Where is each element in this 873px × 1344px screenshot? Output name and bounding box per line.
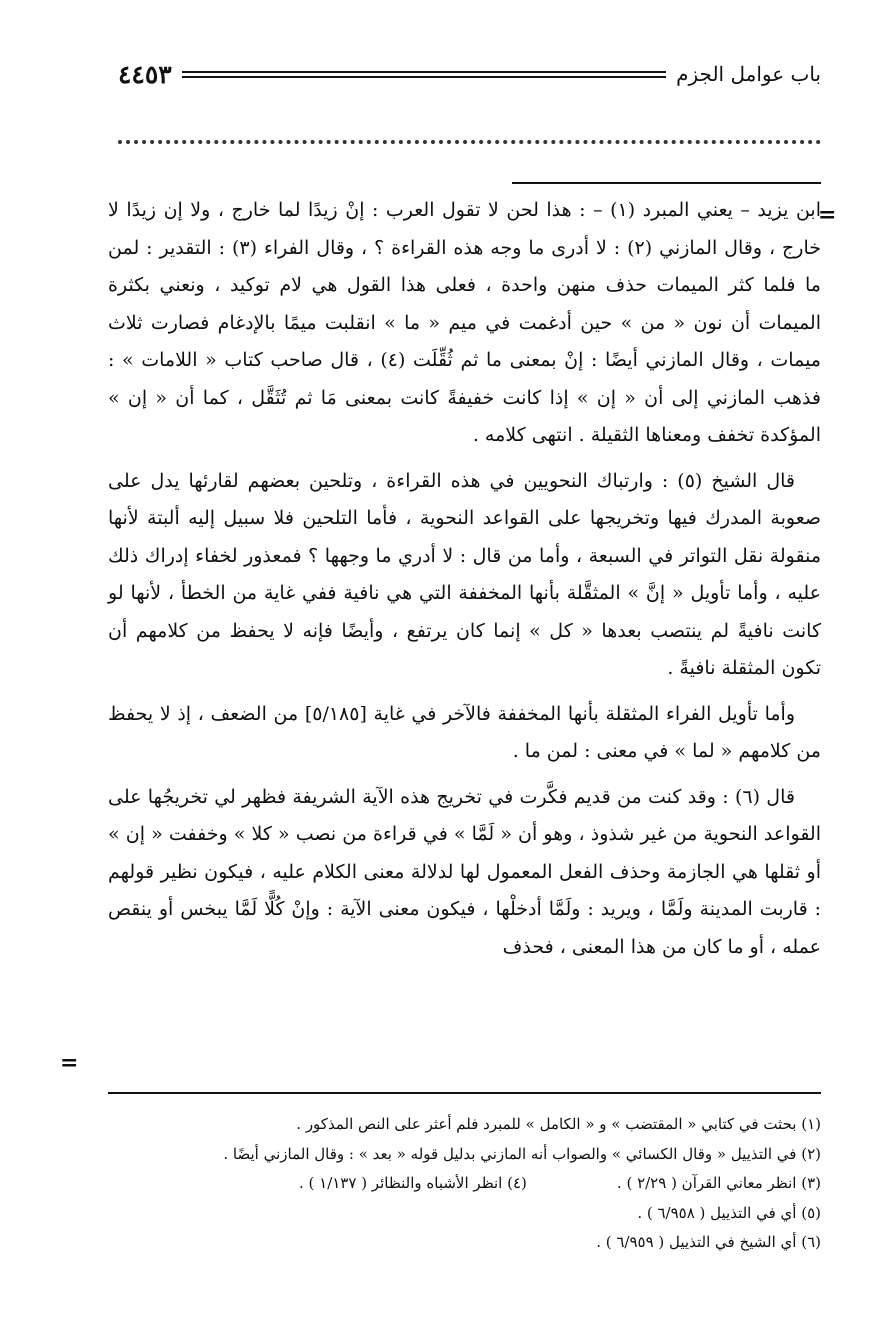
main-text [108,192,821,966]
page-number: ٤٤٥٣ [118,59,172,89]
footnotes [108,1110,821,1258]
running-title: باب عوامل الجزم [676,62,821,86]
footnote-6: (٦) أي الشيخ في التذييل ( ٦/٩٥٩ ) . [596,1233,821,1251]
header-rule [182,71,666,78]
footnote-separator [108,1092,821,1094]
continuation-mark-top: = [818,202,837,228]
paragraph-4: قال (٦) : وقد كنت من قديم فكَّرت في تخريج هذه الآية الشريفة فظهر لي تخريجُها على القواعد النحوية من غير شذوذ ، وهو أن « لَمَّا » في قراءة من نصب « كلا » وخففت « إن » أو ثقلها هي الجازمة وحذف الفعل المعمول لها لدلالة معنى الكلام عليه ، فيكون نظير قولهم : قاربت المدينة ولَمَّا ، ويريد : ولَمَّا أدخلْها ، فيكون معنى الآية : وإنْ كُلًّا لَمَّا يبخس أو ينقص عمله ، أو ما كان من هذا المعنى ، فحذف [108,785,821,958]
section-rule [512,182,821,184]
footnote-5: (٥) أي في التذييل ( ٦/٩٥٨ ) . [637,1203,821,1222]
footnote-row-3-4 [108,1169,821,1199]
paragraph-3: وأما تأويل الفراء المثقلة بأنها المخففة فالآخر في غاية [٥/١٨٥] من الضعف ، إذ لا يحفظ من كلامهم « لما » في معنى : لمن ما . [108,702,821,762]
continuation-mark-bottom: = [60,1050,79,1076]
paragraph-1: ابن يزيد – يعني المبرد (١) – : هذا لحن لا تقول العرب : إنْ زيدًا لما خارج ، ولا إن زيدًا لا خارج ، وقال المازني (٢) : لا أدرى ما وجه هذه القراءة ؟ ، وقال الفراء (٣) : التقدير : لمن ما فلما كثر الميمات حذف منهن واحدة ، فعلى هذا القول هي لام توكيد ، ونعني بكثرة الميمات أن نون « من » حين أدغمت في ميم « ما » انقلبت ميمًا بالإدغام فصارت ثلاث ميمات ، وقال المازني أيضًا : إنْ بمعنى ما ثم ثُقِّلَت (٤) ، قال صاحب كتاب « اللامات » : فذهب المازني إلى أن « إن » إذا كانت خفيفةً كانت بمعنى مَا ثم تُثَقَّل ، كما أن « إن » المؤكدة تخفف ومعناها الثقيلة . انتهى كلامه . [108,199,822,446]
page-header [118,56,821,92]
paragraph-2: قال الشيخ (٥) : وارتباك النحويين في هذه القراءة ، وتلحين بعضهم لقارئها يدل على صعوبة المدرك فيها وتخريجها على القواعد النحوية ، فأما التلحين فلا سبيل إليه ألبتة لأنها منقولة نقل التواتر في السبعة ، وأما من قال : لا أدري ما وجهها ؟ فمعذور لخفاء إدراك ذلك عليه ، وأما تأويل « إنَّ » المثقَّلة بأنها المخففة التي هي نافية ففي غاية من الخطأ ، لأنها لو كانت نافيةً لم ينتصب بعدها « كل » إنما كان يرتفع ، وأيضًا فإنه لا يحفظ من كلامهم أن تكون المثقلة نافيةً . [108,469,821,679]
footnote-1: (١) بحثت في كتابي « المقتضب » و « الكامل » للمبرد فلم أعثر على النص المذكور . [296,1115,821,1133]
footnote-4: (٤) انظر الأشباه والنظائر ( ١/١٣٧ ) . [298,1174,527,1192]
dotted-separator [118,140,821,144]
footnote-3: (٣) انظر معاني القرآن ( ٢/٢٩ ) . [616,1174,821,1192]
footnote-2: (٢) في التذييل « وقال الكسائي » والصواب أنه المازني بدليل قوله « بعد » : وقال المازني أيضًا . [223,1144,821,1163]
